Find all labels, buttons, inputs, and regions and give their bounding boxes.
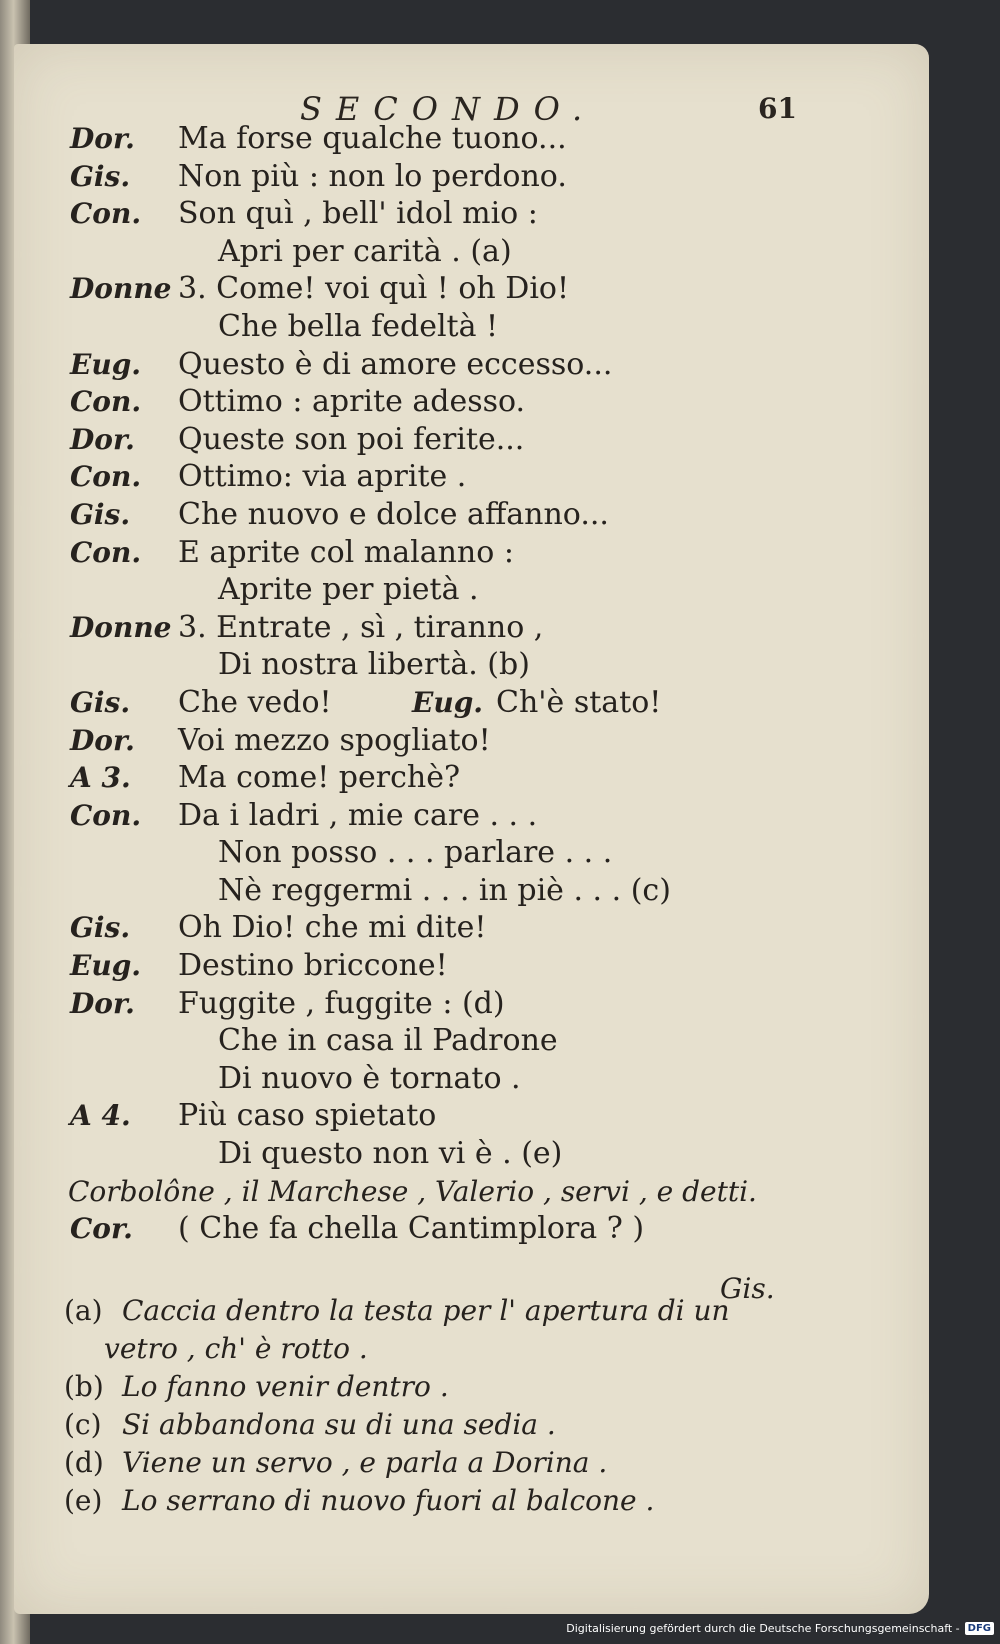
verse-text: Ch'è stato! — [496, 684, 662, 720]
verse-text: Son quì , bell' idol mio : — [178, 196, 538, 232]
speaker-name: Gis. — [70, 497, 131, 531]
speaker-name: Eug. — [70, 347, 142, 381]
dialogue-line — [0, 233, 1000, 271]
verse-text: Apri per carità . (a) — [218, 233, 512, 269]
speaker-name: Donne — [70, 610, 172, 644]
stage-direction: Corbolône , il Marchese , Valerio , servi , e detti. — [68, 1174, 757, 1208]
footnote-text: Si abbandona su di una sedia . — [122, 1408, 556, 1441]
speaker-name: Gis. — [70, 911, 131, 945]
dialogue-line — [0, 947, 1000, 985]
verse-text: Nè reggermi . . . in piè . . . (c) — [218, 872, 671, 908]
running-head: SECONDO. — [300, 90, 597, 128]
dialogue-line — [0, 308, 1000, 346]
dialogue-line — [0, 646, 1000, 684]
footnote-text: vetro , ch' è rotto . — [104, 1332, 368, 1365]
dialogue-line — [0, 759, 1000, 797]
speaker-name: Eug. — [70, 949, 142, 983]
dialogue-line — [0, 120, 1000, 158]
verse-text: 3. Come! voi quì ! oh Dio! — [178, 271, 570, 307]
dialogue-line — [0, 496, 1000, 534]
speaker-name: Dor. — [70, 122, 135, 155]
verse-text: Di questo non vi è . (e) — [218, 1136, 563, 1172]
dfg-logo: DFG — [965, 1622, 994, 1635]
verse-text: Che bella fedeltà ! — [218, 308, 499, 344]
verse-text: Che nuovo e dolce affanno... — [178, 496, 609, 532]
speaker-name: Gis. — [70, 685, 131, 719]
footnote-label: (b) — [64, 1370, 104, 1403]
page-number: 61 — [758, 92, 797, 125]
verse-text: Ma forse qualche tuono... — [178, 121, 567, 156]
verse-text: Fuggite , fuggite : (d) — [178, 985, 505, 1021]
speaker-name: Dor. — [70, 422, 135, 456]
speaker-name: Donne — [70, 272, 172, 306]
verse-text: Non posso . . . parlare . . . — [218, 835, 613, 871]
verse-text: Oh Dio! che mi dite! — [178, 910, 487, 946]
credit-text: Digitalisierung gefördert durch die Deutsche Forschungsgemeinschaft - — [566, 1621, 960, 1635]
dialogue-line — [0, 1022, 1000, 1060]
verse-text: 3. Entrate , sì , tiranno , — [178, 609, 544, 645]
dialogue-line — [0, 985, 1000, 1023]
speaker-name: A 3. — [70, 761, 131, 795]
speaker-name: Dor. — [70, 986, 135, 1020]
dialogue-line — [0, 383, 1000, 421]
speaker-name: Cor. — [70, 1212, 133, 1246]
speaker-name: A 4. — [70, 1099, 131, 1133]
footnote-text: Lo fanno venir dentro . — [122, 1370, 449, 1403]
speaker-name: Con. — [70, 798, 142, 832]
dialogue-line — [0, 1173, 1000, 1211]
catchword: Gis. — [720, 1272, 775, 1305]
speaker-name: Con. — [70, 460, 142, 494]
dialogue-line — [0, 834, 1000, 872]
footnote-text: Caccia dentro la testa per l' apertura di un — [122, 1294, 730, 1327]
speaker-name: Con. — [70, 535, 142, 569]
verse-text: Aprite per pietà . — [218, 572, 479, 608]
footnote — [0, 1368, 1000, 1406]
verse-text: Queste son poi ferite... — [178, 421, 525, 457]
verse-text: Ma come! perchè? — [178, 760, 461, 796]
verse-text: Ottimo: via aprite . — [178, 459, 467, 495]
speaker-name: Con. — [70, 197, 142, 231]
dialogue-line — [0, 722, 1000, 760]
verse-text: Più caso spietato — [178, 1098, 437, 1134]
dialogue-line — [0, 872, 1000, 910]
verse-text: ( Che fa chella Cantimplora ? ) — [178, 1211, 645, 1247]
footnote-label: (d) — [64, 1446, 104, 1479]
dialogue-line — [0, 1210, 1000, 1248]
speaker-name: Dor. — [70, 723, 135, 757]
verse-text: Di nuovo è tornato . — [218, 1060, 521, 1096]
verse-text: Questo è di amore eccesso... — [178, 346, 613, 382]
dialogue-line — [0, 346, 1000, 384]
footnote — [0, 1406, 1000, 1444]
verse-text: Destino briccone! — [178, 948, 448, 984]
footnote — [0, 1330, 1000, 1368]
verse-text: Non più : non lo perdono. — [178, 158, 567, 194]
footnote-text: Viene un servo , e parla a Dorina . — [122, 1446, 608, 1479]
verse-text: Ottimo : aprite adesso. — [178, 384, 526, 420]
dialogue-line — [0, 1060, 1000, 1098]
footnote-text: Lo serrano di nuovo fuori al balcone . — [122, 1484, 655, 1517]
verse-text: Che in casa il Padrone — [218, 1023, 558, 1059]
dialogue-line — [0, 684, 1000, 722]
footnote — [0, 1292, 1000, 1330]
dialogue-line — [0, 571, 1000, 609]
dialogue-line — [0, 797, 1000, 835]
footnote-label: (e) — [64, 1484, 103, 1517]
footnote-label: (a) — [64, 1294, 103, 1327]
footnote — [0, 1444, 1000, 1482]
verse-text: Da i ladri , mie care . . . — [178, 797, 538, 833]
speaker-name: Gis. — [70, 159, 131, 193]
verse-text: Di nostra libertà. (b) — [218, 647, 530, 683]
dialogue-line — [0, 1135, 1000, 1173]
dialogue-line — [0, 195, 1000, 233]
dialogue-line — [0, 458, 1000, 496]
speaker-name: Eug. — [412, 685, 484, 719]
footnote-label: (c) — [64, 1408, 102, 1441]
dialogue-line — [0, 534, 1000, 572]
dialogue-line — [0, 421, 1000, 459]
footnote — [0, 1482, 1000, 1520]
verse-text: Che vedo! — [178, 684, 332, 720]
dialogue-line — [0, 158, 1000, 196]
dialogue-line — [0, 609, 1000, 647]
dialogue-line — [0, 270, 1000, 308]
verse-text: E aprite col malanno : — [178, 534, 514, 570]
footnotes — [0, 1292, 1000, 1520]
digitization-credit — [566, 1618, 994, 1638]
dialogue-line — [0, 1097, 1000, 1135]
dialogue-line — [0, 909, 1000, 947]
speaker-name: Con. — [70, 385, 142, 419]
dialogue-lines — [0, 120, 1000, 1248]
verse-text: Voi mezzo spogliato! — [178, 722, 491, 758]
